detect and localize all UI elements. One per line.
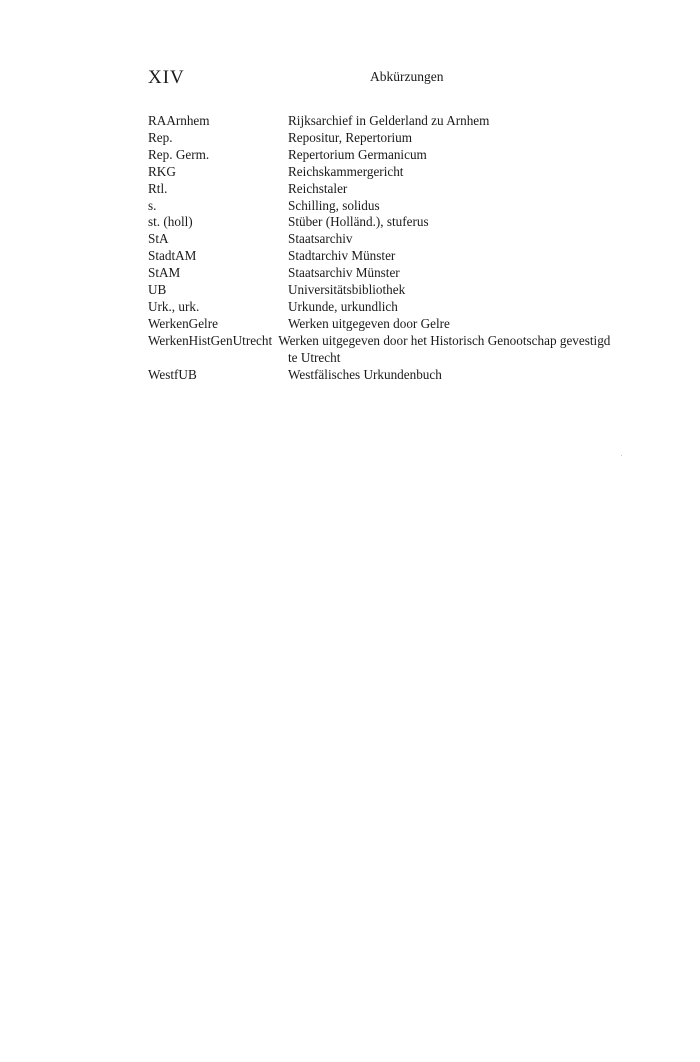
list-item (148, 367, 678, 384)
definition: Staatsarchiv (288, 231, 353, 247)
page-number: XIV (148, 67, 185, 88)
list-item (148, 113, 678, 130)
abbreviation: Rtl. (148, 180, 168, 196)
definition: Reichskammergericht (288, 163, 404, 179)
list-item (148, 198, 678, 215)
definition: Urkunde, urkundlich (288, 298, 398, 314)
abbreviation: st. (holl) (148, 214, 193, 230)
list-item (148, 147, 678, 164)
abbreviation: s. (148, 197, 157, 213)
definition: Staatsarchiv Münster (288, 265, 400, 281)
abbreviation: Rep. Germ. (148, 146, 210, 162)
abbreviation-list (148, 113, 678, 384)
running-head: Abkürzungen (370, 69, 444, 84)
list-item (148, 282, 678, 299)
list-item (148, 333, 678, 350)
definition: Stüber (Holländ.), stuferus (288, 214, 429, 230)
definition-continuation: te Utrecht (288, 349, 341, 365)
abbreviation: WerkenGelre (148, 315, 218, 331)
list-item (148, 316, 678, 333)
abbreviation: UB (148, 282, 167, 298)
list-item (148, 164, 678, 181)
list-item (148, 265, 678, 282)
definition: Repertorium Germanicum (288, 146, 427, 162)
list-item (148, 248, 678, 265)
list-item (148, 299, 678, 316)
list-item (148, 130, 678, 147)
definition: Stadtarchiv Münster (288, 248, 396, 264)
abbreviation: StAM (148, 265, 181, 281)
definition: Werken uitgegeven door Gelre (288, 315, 450, 331)
definition: Universitätsbibliothek (288, 282, 406, 298)
list-item (148, 231, 678, 248)
list-item (148, 181, 678, 198)
list-item (148, 214, 678, 231)
abbreviation: Urk., urk. (148, 298, 200, 314)
definition: Westfälisches Urkundenbuch (288, 366, 442, 382)
definition: Werken uitgegeven door het Historisch Genootschap gevestigd (278, 332, 611, 348)
abbreviation: Rep. (148, 129, 173, 145)
abbreviation: RAArnhem (148, 113, 210, 128)
abbreviation: RKG (148, 163, 176, 179)
abbreviation: WestfUB (148, 366, 197, 382)
abbreviation: StadtAM (148, 248, 197, 264)
definition: Rijksarchief in Gelderland zu Arnhem (288, 113, 490, 128)
definition: Reichstaler (288, 180, 348, 196)
abbreviation: StA (148, 231, 169, 247)
definition: Repositur, Repertorium (288, 129, 412, 145)
scan-speck (621, 455, 622, 456)
definition: Schilling, solidus (288, 197, 380, 213)
abbreviation: WerkenHistGenUtrecht (148, 332, 273, 348)
